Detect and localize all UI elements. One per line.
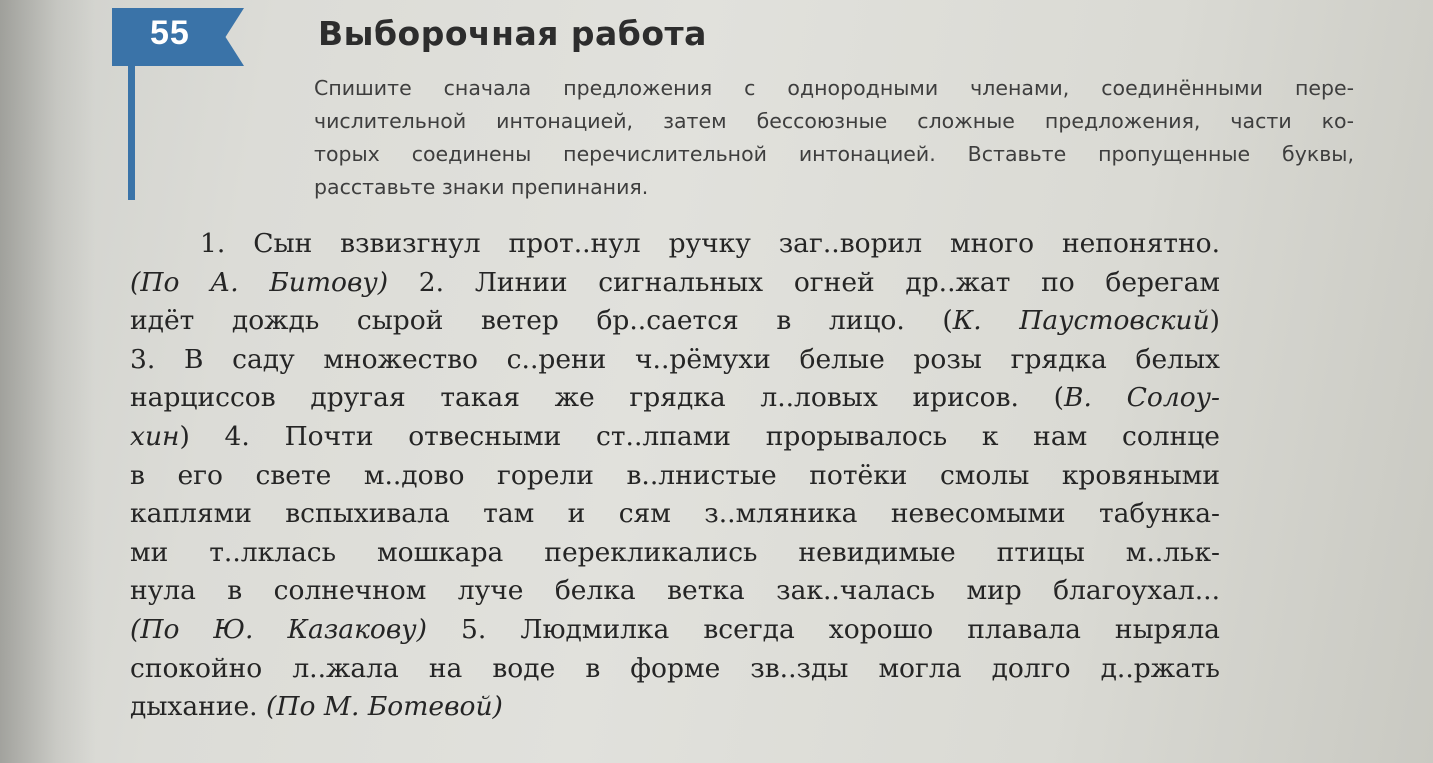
body-text-line [130,534,1220,573]
body-text-line [130,225,1220,264]
sentence-text: каплями вспыхивала там и сям з..мляника невесомыми табунка- [130,498,1220,530]
exercise-instructions [314,72,1354,204]
body-text-line [130,341,1220,380]
sentence-text: в его свете м..дово горели в..лнистые потёки смолы кровяными [130,459,1220,491]
sentence-text: ми т..лклась мошкара перекликались невидимые птицы м..льк- [130,536,1220,568]
source-citation: К. Паустовский [952,305,1210,337]
body-text-line [130,264,1220,303]
sentence-text: дыхание. [130,691,267,723]
body-text-line [130,418,1220,457]
exercise-number: 55 [150,14,190,52]
sentence-text: 1. Сын взвизгнул прот..нул ручку заг..ворил много непонятно. [200,228,1220,259]
instruction-line: Спишите сначала предложения с однородными членами, соединёнными пере- [314,76,1354,100]
instruction-line: расставьте знаки препинания. [314,175,649,199]
exercise-body-text [130,225,1220,727]
sentence-text: спокойно л..жала на воде в форме зв..зды могла долго д..ржать [130,652,1220,684]
source-citation: (По Ю. Казакову) [130,613,427,645]
source-citation: хин [130,420,180,452]
body-text-line [130,302,1220,341]
badge-flag-stem [128,60,135,200]
body-text-line [130,379,1220,418]
exercise-title: Выборочная работа [318,14,707,53]
body-text-line [130,495,1220,534]
body-text-line [130,572,1220,611]
source-citation: (По М. Ботевой) [266,691,503,723]
instruction-line: числительной интонацией, затем бессоюзные сложные предложения, части ко- [314,109,1354,133]
body-text-line [130,650,1220,689]
sentence-text: идёт дождь сырой ветер бр..сается в лицо. ( [130,305,953,337]
body-text-line [130,457,1220,496]
sentence-text: 2. Линии сигнальных огней др..жат по берегам [388,266,1220,298]
sentence-text: 5. Людмилка всегда хорошо плавала ныряла [426,613,1220,645]
body-text-line [130,611,1220,650]
sentence-text: нула в солнечном луче белка ветка зак..чалась мир благоухал... [130,575,1220,607]
sentence-text: ) [1209,305,1220,337]
instruction-line: торых соединены перечислительной интонацией. Вставьте пропущенные буквы, [314,142,1354,166]
sentence-text: нарциссов другая такая же грядка л..ловых ирисов. ( [130,382,1064,414]
body-text-line [130,688,1220,727]
source-citation: В. Солоу- [1063,382,1220,414]
source-citation: (По А. Битову) [130,266,389,298]
sentence-text: 3. В саду множество с..рени ч..рёмухи белые розы грядка белых [130,343,1220,375]
sentence-text: ) 4. Почти отвесными ст..лпами прорывалось к нам солнце [179,420,1220,452]
page-binding-shadow [0,0,95,763]
